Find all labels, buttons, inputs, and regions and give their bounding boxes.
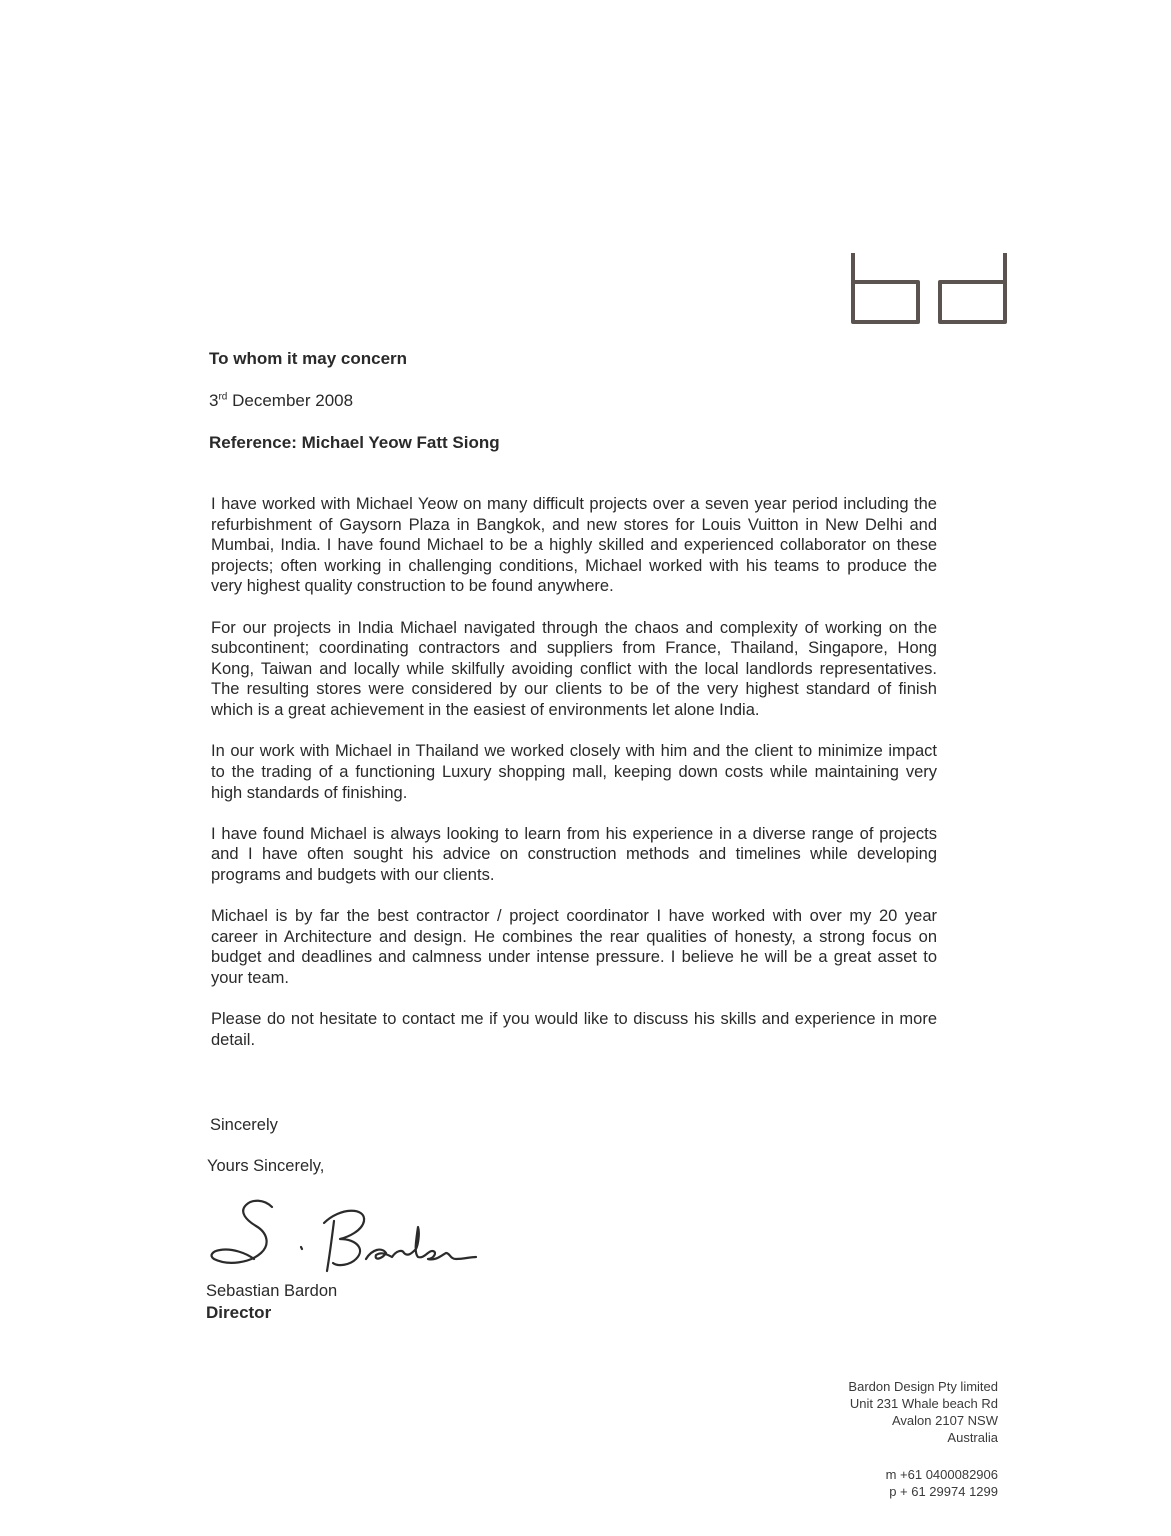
date-suffix: rd — [218, 391, 228, 403]
company-address — [848, 1378, 998, 1446]
paragraph: Michael is by far the best contractor / project coordinator I have worked with over my 20 year career in Architecture and design. He combines the rear qualities of honesty, a strong focus on budget and deadlines and calmness under intense pressure. I believe he will be a great asset to your team. — [211, 907, 937, 988]
paragraph: I have worked with Michael Yeow on many difficult projects over a seven year period including the refurbishment of Gaysorn Plaza in Bangkok, and new stores for Louis Vuitton in New Delhi and Mumbai, India. I have found Michael to be a highly skilled and experienced collaborator on these projects; often working in challenging conditions, Michael worked with his teams to produce the very highest quality construction to be found anywhere. — [211, 495, 937, 596]
address-line: Bardon Design Pty limited — [848, 1379, 998, 1394]
paragraph: Please do not hesitate to contact me if you would like to discuss his skills and experience in more detail. — [211, 1010, 937, 1049]
paragraph: I have found Michael is always looking to learn from his experience in a diverse range of projects and I have often sought his advice on construction methods and timelines while developing programs and budgets with our clients. — [211, 824, 937, 884]
address-line: Unit 231 Whale beach Rd — [849, 1396, 998, 1411]
letter-body — [211, 494, 937, 1071]
contact-numbers — [886, 1466, 998, 1500]
letter-date — [209, 391, 353, 411]
phone-number: p + 61 29974 1299 — [889, 1484, 998, 1499]
paragraph: For our projects in India Michael navigated through the chaos and complexity of working on the subcontinent; coordinating contractors and suppliers from France, Thailand, Singapore, Hong Kong, Taiwan and locally while skilfully avoiding conflict with the local landlords representatives. The resulting stores were considered by our clients to be of the very highest standard of finish which is a great achievement in the easiest of environments let alone India. — [211, 618, 937, 720]
paragraph: In our work with Michael in Thailand we worked closely with him and the client to minimize impact to the trading of a functioning Luxury shopping mall, keeping down costs while maintaining very high standards of finishing. — [211, 742, 937, 802]
date-day: 3 — [209, 391, 219, 410]
signer-name: Sebastian Bardon — [206, 1282, 338, 1300]
bd-logo — [848, 248, 1010, 328]
mobile-number: m +61 0400082906 — [885, 1467, 998, 1482]
salutation: To whom it may concern — [209, 349, 408, 368]
signer-title: Director — [206, 1303, 272, 1322]
reference-line: Reference: Michael Yeow Fatt Siong — [209, 433, 500, 452]
closing-sincerely: Sincerely — [210, 1116, 278, 1134]
address-line: Australia — [947, 1430, 998, 1445]
address-line: Avalon 2107 NSW — [892, 1413, 998, 1428]
closing-yours-sincerely: Yours Sincerely, — [207, 1157, 325, 1175]
date-rest: December 2008 — [227, 391, 354, 410]
handwritten-signature — [206, 1193, 481, 1283]
